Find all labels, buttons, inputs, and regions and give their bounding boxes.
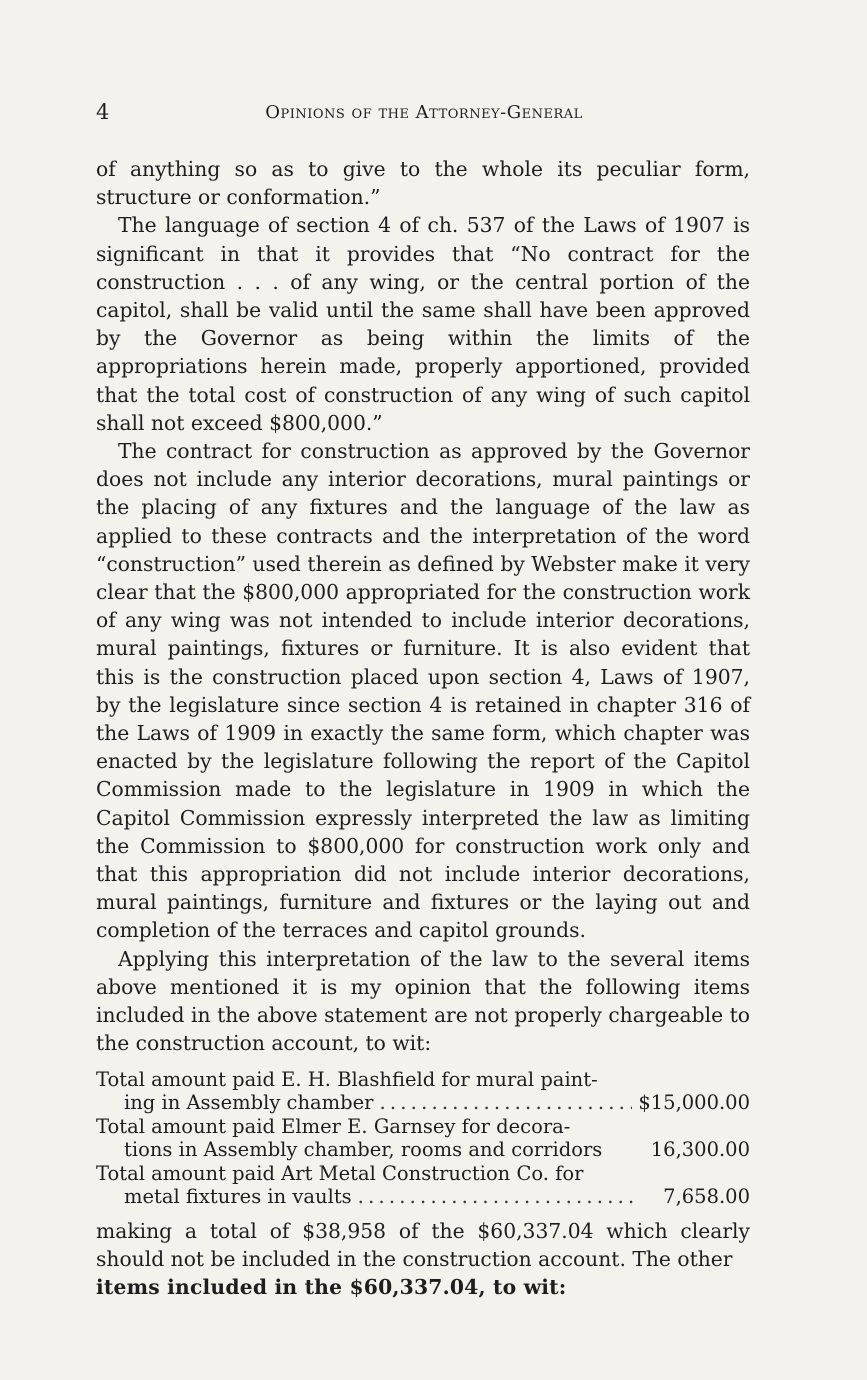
paragraph-total-continued: items included in the $60,337.04, to wit: (96, 1274, 567, 1299)
paragraph-continuation: of anything so as to give to the whole its peculiar form, structure or conformation.” (96, 157, 750, 210)
expense-item-description: Total amount paid E. H. Blashfield for mural paint- (96, 1067, 598, 1091)
body-text (96, 155, 750, 1301)
expense-item (96, 1115, 750, 1162)
expense-item-amount: 7,658.00 (663, 1185, 750, 1208)
expense-item-amount: $15,000.00 (638, 1091, 750, 1114)
paragraph-contract-construction: The contract for construction as approved by the Governor does not include any interior decorations, mural paintings or the placing of any fixtures and the language of the law as applied to these contracts and the interpretation of the word “construction” used therein as defined by Webster make it very clear that the $800,000 appropriated for the construction work of any wing was not intended to include interior decorations, mural paintings, fixtures or furniture. It is also evident that this is the construction placed upon section 4, Laws of 1907, by the legislature since section 4 is retained in chapter 316 of the Laws of 1909 in exactly the same form, which chapter was enacted by the legislature following the report of the Capitol Commission made to the legislature in 1909 in which the Capitol Commission expressly interpreted the law as limiting the Commission to $800,000 for construction work only and that this appropriation did not include interior decorations, mural paintings, furniture and fixtures or the laying out and completion of the terraces and capitol grounds. (96, 439, 750, 943)
expense-item-amount: 16,300.00 (650, 1138, 750, 1161)
page-number: 4 (96, 100, 110, 124)
expense-item-description-cont: ing in Assembly chamber (124, 1091, 374, 1114)
running-title: Opinions of the Attorney-General (265, 102, 583, 123)
paragraph-applying-interpretation: Applying this interpretation of the law to the several items above mentioned it is my opinion that the following items included in the above statement are not properly chargeable to the construction account, to wit: (96, 946, 750, 1056)
expense-item-description-cont: metal fixtures in vaults (124, 1185, 352, 1208)
dot-leader (379, 1091, 632, 1115)
paragraph-total: making a total of $38,958 of the $60,337.04 which clearly should not be included in the construction account. The other (96, 1218, 750, 1271)
expense-item (96, 1068, 750, 1115)
expense-item (96, 1162, 750, 1209)
paragraph-section-4: The language of section 4 of ch. 537 of the Laws of 1907 is significant in that it provides that “No contract for the construction . . . of any wing, or the central portion of the capitol, shall be valid until the same shall have been approved by the Governor as being within the limits of the appropriations herein made, properly apportioned, provided that the total cost of construction of any wing of such capitol shall not exceed $800,000.” (96, 213, 750, 435)
expense-items-list (96, 1068, 750, 1209)
running-header (96, 100, 752, 130)
expense-item-description: Total amount paid Elmer E. Garnsey for decora- (96, 1114, 571, 1138)
expense-item-description-cont: tions in Assembly chamber, rooms and corridors (124, 1138, 603, 1161)
expense-item-description: Total amount paid Art Metal Construction Co. for (96, 1161, 584, 1185)
dot-leader (358, 1185, 636, 1209)
